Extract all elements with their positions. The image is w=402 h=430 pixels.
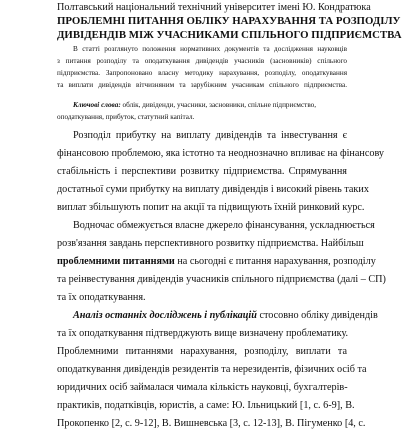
- abstract-line-3: підприємства. Запропоновано власну методику нарахування, розподілу, оподаткування: [57, 69, 347, 77]
- keywords-line-2: оподаткування, прибуток, статутний капітал.: [57, 113, 195, 121]
- intro-line-3: стабільність і перспективи розвитку підприємства. Спрямування: [57, 166, 347, 177]
- analysis-line-6: практиків, податківців, юристів, а саме: Ю. Ільницький [1, с. 6-9], В.: [57, 400, 355, 411]
- analysis-line-5: юридичних осіб займалася чимала кількість науковці, бухгалтерів-: [57, 382, 348, 393]
- analysis-line-3: Проблемними питаннями нарахування, розподілу, виплати та: [57, 346, 347, 357]
- intro-line-10: та їх оподаткування.: [57, 292, 146, 303]
- abstract-line-1: В статті розглянуто положення нормативних документів та дослідження науковців: [73, 45, 347, 53]
- intro-line-7: розв'язання завдань перспективного розвитку підприємства. Найбільш: [57, 238, 364, 249]
- intro-line-1: Розподіл прибутку на виплату дивідендів та інвестування є: [73, 130, 347, 141]
- abstract-line-2: з питання розподілу та оподаткування дивідендів учасників (засновників) спільного: [57, 57, 347, 65]
- analysis-line-4: оподаткування дивідендів резидентів та нерезидентів, фізичних осіб та: [57, 364, 367, 375]
- analysis-line-7: Прокопенко [2, с. 9-12], В. Вишневська [3, с. 12-13], В. Пігуменко [4, с.: [57, 418, 366, 429]
- abstract-line-4: та виплати дивідендів вітчизняним та зарубіжним учасникам спільного підприємства.: [57, 81, 347, 89]
- intro-emphasis: проблемними питаннями: [57, 256, 175, 267]
- analysis-line-1-rest: стосовно обліку дивідендів: [256, 310, 378, 321]
- intro-line-9: та реінвестування дивідендів учасників спільного підприємства (далі – СП): [57, 274, 386, 285]
- affiliation: Полтавський національний технічний університет імені Ю. Кондратюка: [57, 2, 371, 13]
- intro-line-6: Водночас обмежується власне джерело фінансування, ускладнюється: [73, 220, 375, 231]
- keywords-line-1: [73, 101, 347, 110]
- title-line-2: ДИВІДЕНДІВ МІЖ УЧАСНИКАМИ СПІЛЬНОГО ПІДПРИЄМСТВА: [57, 29, 402, 41]
- keywords-text-1: облік, дивіденди, учасники, засновники, спільне підприємство,: [120, 101, 317, 109]
- analysis-line-2: та їх оподаткування підтверджують вище визначену проблематику.: [57, 328, 349, 339]
- title-line-1: ПРОБЛЕМНІ ПИТАННЯ ОБЛІКУ НАРАХУВАННЯ ТА РОЗПОДІЛУ: [57, 15, 401, 27]
- intro-line-8: [57, 255, 376, 268]
- analysis-line-1: [73, 309, 378, 322]
- intro-line-8-rest: на сьогодні є питання нарахування, розподілу: [174, 256, 376, 267]
- intro-line-4: достатньої суми прибутку на виплату дивідендів і високий рівень таких: [57, 184, 369, 195]
- analysis-lead: Аналіз останніх досліджень і публікацій: [73, 310, 257, 321]
- keywords-label: Ключові слова:: [73, 101, 121, 109]
- intro-line-2: фінансовою проблемою, яка істотно та неоднозначно впливає на фінансову: [57, 148, 385, 159]
- intro-line-5: виплат збільшують попит на акції та підвищують їхній ринковий курс.: [57, 202, 365, 213]
